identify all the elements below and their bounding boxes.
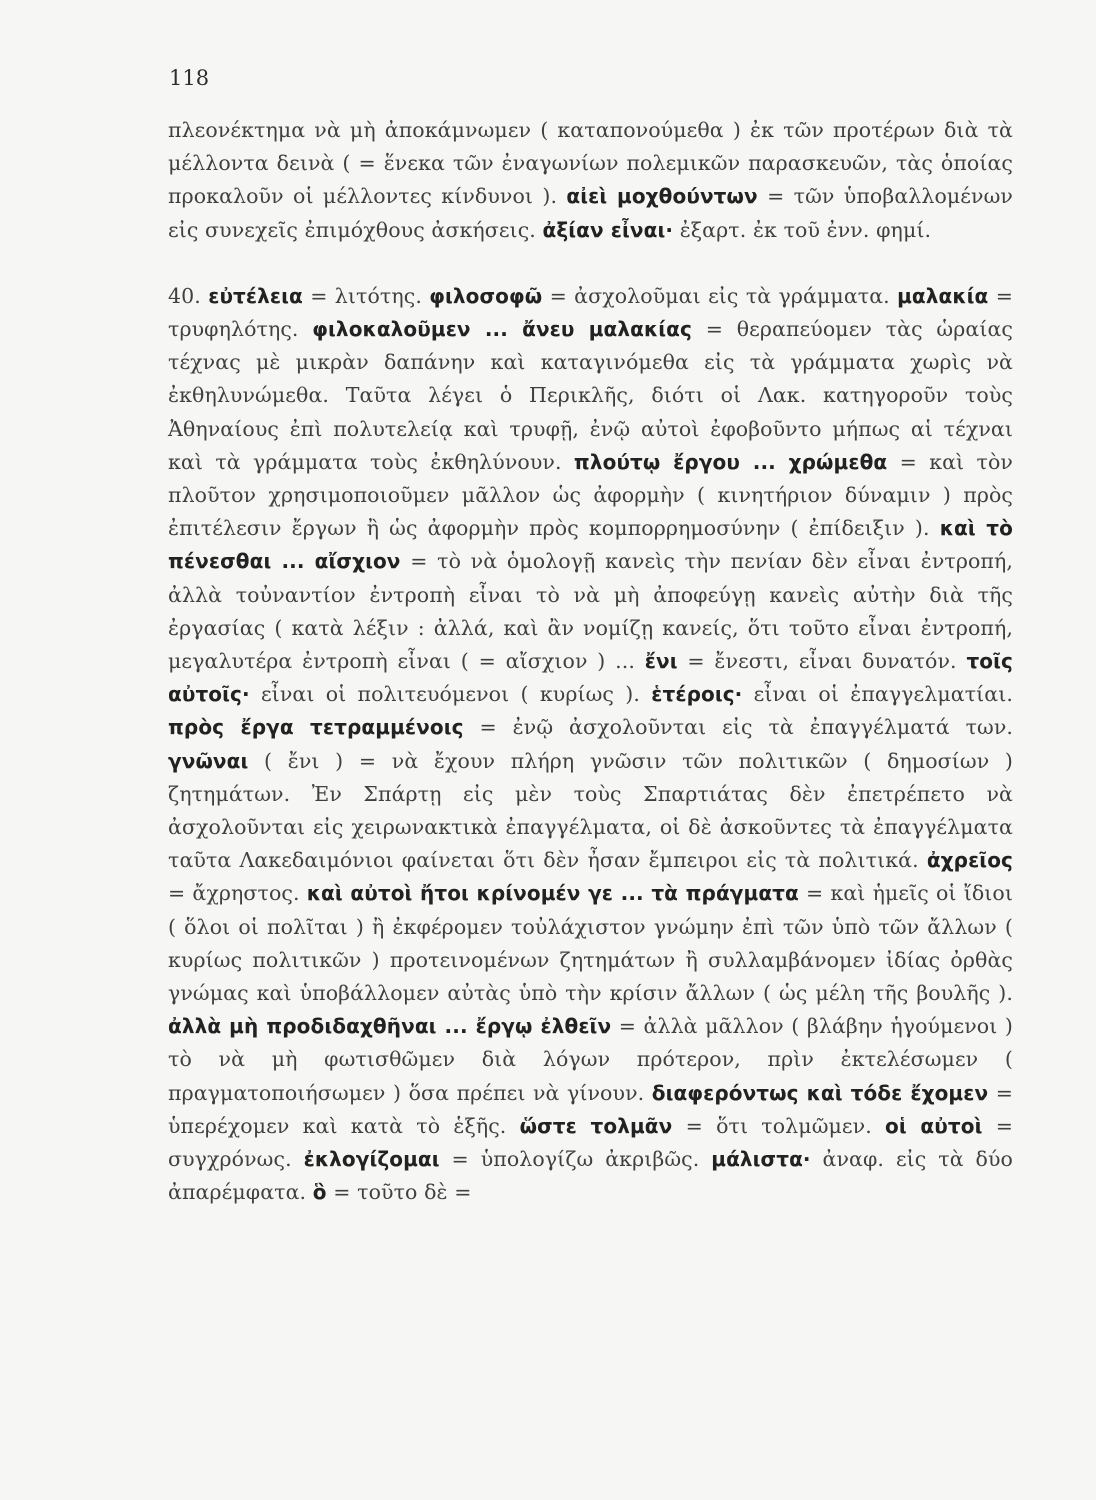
lemma: φιλοσοφῶ [429, 283, 543, 308]
gloss-text: = τρυφηλότης. [168, 283, 1013, 342]
gloss-text: = ἄχρηστος. [168, 881, 307, 906]
lemma: ἑτέροις· [651, 682, 743, 707]
page-number: 118 [169, 66, 210, 90]
lemma: ἀξίαν εἶναι· [542, 217, 674, 242]
lemma: τοῖς αὐτοῖς· [168, 649, 1013, 707]
lemma: αἰεὶ μοχθούντων [566, 184, 758, 209]
gloss-text: = θεραπεύομεν τὰς ὡραίας τέχνας μὲ μικρὰν δαπάνην καὶ καταγινόμεθα εἰς τὰ γράμματα χωρὶς νὰ ἐκθηλυνώμεθα. Ταῦτα λέγει ὁ Περικλῆς, διότι οἱ Λακ. κατηγοροῦν τοὺς Ἀθηναίους ἐπὶ πολυτελείᾳ καὶ τρυφῇ, ἐνῷ αὐτοὶ ἐφοβοῦντο μήπως αἱ τέχναι καὶ τὰ γράμματα τοὺς ἐκθηλύνουν. [168, 317, 1014, 474]
lemma: γνῶναι [168, 748, 249, 773]
gloss-text: = ἔνεστι, εἶναι δυνατόν. [677, 649, 967, 674]
paragraph [168, 280, 1013, 1210]
lemma: ἀλλὰ μὴ προδιδαχθῆναι ... ἔργῳ ἐλθεῖν [168, 1014, 612, 1039]
lemma: οἱ αὐτοὶ [885, 1113, 983, 1138]
gloss-text: = ἐνῷ ἀσχολοῦνται εἰς τὰ ἐπαγγέλματά των. [463, 715, 1014, 740]
gloss-text: = τὸ νὰ ὁμολογῇ κανεὶς τὴν πενίαν δὲν εἶναι ἐντροπή, ἀλλὰ τοὐναντίον ἐντροπὴ εἶναι τὸ νὰ μὴ ἀποφεύγῃ κανεὶς αὐτὴν διὰ τῆς ἐργασίας ( κατὰ λέξιν : ἀλλά, καὶ ἂν νομίζῃ κανείς, ὅτι τοῦτο εἶναι ἐντροπή, μεγαλυτέρα ἐντροπὴ εἶναι ( = αἴσχιον ) ... [168, 549, 1013, 674]
gloss-text: 40. [168, 283, 209, 308]
lemma: ἀχρεῖος [926, 848, 1013, 873]
lemma: διαφερόντως καὶ τόδε ἔχομεν [651, 1080, 989, 1105]
gloss-text: = ὑπολογίζω ἀκριβῶς. [439, 1147, 712, 1172]
gloss-text: = καὶ τὸν πλοῦτον χρησιμοποιοῦμεν μᾶλλον ὡς ἀφορμὴν ( κινητήριον δύναμιν ) πρὸς ἐπιτέλεσιν ἔργων ἢ ὡς ἀφορμὴν πρὸς κομπορρημοσύνην ( ἐπίδειξιν ). [168, 449, 1013, 541]
gloss-text: = ἀσχολοῦμαι εἰς τὰ γράμματα. [542, 283, 898, 308]
gloss-text: εἶναι οἱ ἐπαγγελματίαι. [742, 682, 1013, 707]
lemma: πλούτῳ ἔργου ... χρώμεθα [573, 449, 888, 474]
lemma: καὶ τὸ πένεσθαι ... αἴσχιον [168, 516, 1014, 574]
gloss-text: = καὶ ἡμεῖς οἱ ἴδιοι ( ὅλοι οἱ πολῖται ) ἢ ἐκφέρομεν τοὐλάχιστον γνώμην ἐπὶ τῶν ὑπὸ τῶν ἄλλων ( κυρίως πολιτικῶν ) προτεινομένων ζητημάτων ἢ συλλαμβάνομεν ἰδίας ὀρθὰς γνώμας καὶ ὑποβάλλομεν αὐτὰς ὑπὸ τὴν κρίσιν ἄλλων ( ὡς μέλη τῆς βουλῆς ). [168, 881, 1013, 1006]
gloss-text: ἐξαρτ. ἐκ τοῦ ἐνν. φημί. [673, 217, 932, 242]
paragraph [168, 114, 1013, 247]
gloss-text: = λιτότης. [302, 283, 430, 308]
lemma: καὶ αὐτοὶ ἤτοι κρίνομέν γε ... τὰ πράγματα [306, 881, 799, 906]
gloss-text: ἀναφ. εἰς τὰ δύο ἀπαρέμφατα. [168, 1147, 1013, 1205]
gloss-text: πλεονέκτημα νὰ μὴ ἀποκάμνωμεν ( καταπονούμεθα ) ἐκ τῶν προτέρων διὰ τὰ μέλλοντα δεινὰ ( = ἕνεκα τῶν ἐναγωνίων πολεμικῶν παρασκευῶν, τὰς ὁποίας προκαλοῦν οἱ μέλλοντες κίνδυνοι ). [168, 118, 1013, 209]
commentary-text [168, 114, 1013, 1210]
lemma: μαλακία [897, 283, 989, 308]
lemma: ἔνι [644, 649, 678, 674]
gloss-text: εἶναι οἱ πολιτευόμενοι ( κυρίως ). [249, 682, 652, 707]
gloss-text: = ἀλλὰ μᾶλλον ( βλάβην ἡγούμενοι ) τὸ νὰ μὴ φωτισθῶμεν διὰ λόγων πρότερον, πρὶν ἐκτελέσωμεν ( πραγματοποιήσωμεν ) ὅσα πρέπει νὰ γίνουν. [168, 1014, 1014, 1105]
gloss-text: = τοῦτο δὲ = [326, 1180, 472, 1205]
lemma: πρὸς ἔργα τετραμμένοις [168, 715, 464, 740]
gloss-text: = ὑπερέχομεν καὶ κατὰ τὸ ἑξῆς. [168, 1080, 1014, 1138]
lemma: ὃ [312, 1180, 327, 1205]
gloss-text: = τῶν ὑποβαλλομένων εἰς συνεχεῖς ἐπιμόχθους ἀσκήσεις. [168, 184, 1013, 242]
gloss-text: = συγχρόνως. [168, 1113, 1013, 1172]
lemma: μάλιστα· [711, 1147, 811, 1172]
lemma: εὐτέλεια [208, 283, 303, 308]
lemma: ἐκλογίζομαι [303, 1147, 440, 1172]
gloss-text: ( ἔνι ) = νὰ ἔχουν πλήρη γνῶσιν τῶν πολιτικῶν ( δημοσίων ) ζητημάτων. Ἐν Σπάρτῃ εἰς μὲν τοὺς Σπαρτιάτας δὲν ἐπετρέπετο νὰ ἀσχολοῦνται εἰς χειρωνακτικὰ ἐπαγγέλματα, οἱ δὲ ἀσκοῦντες τὰ ἐπαγγέλματα ταῦτα Λακεδαιμόνιοι φαίνεται ὅτι δὲν ἦσαν ἔμπειροι εἰς τὰ πολιτικά. [168, 748, 1013, 873]
gloss-text: = ὅτι τολμῶμεν. [672, 1113, 886, 1138]
lemma: ὥστε τολμᾶν [519, 1113, 673, 1138]
lemma: φιλοκαλοῦμεν ... ἄνευ μαλακίας [312, 317, 692, 342]
